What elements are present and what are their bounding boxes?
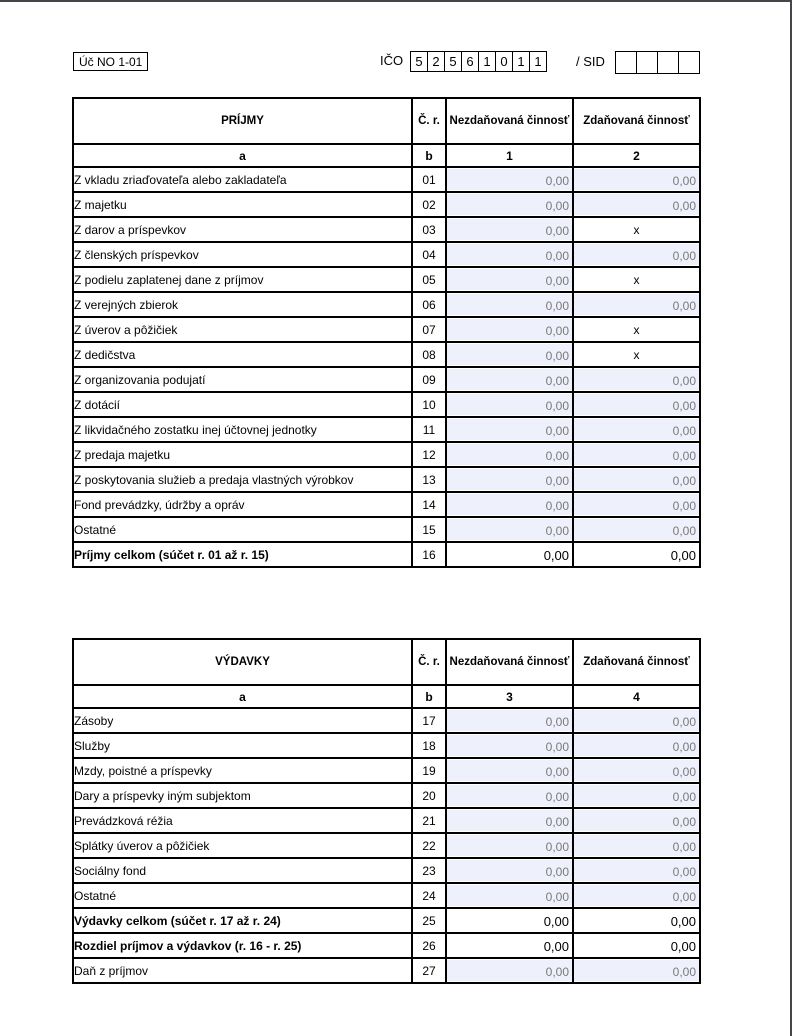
- row-number: 14: [412, 492, 446, 517]
- income-title: PRÍJMY: [73, 98, 412, 144]
- row-label: Rozdiel príjmov a výdavkov (r. 16 - r. 25): [73, 933, 412, 958]
- table-row: [73, 217, 700, 242]
- row-number: 10: [412, 392, 446, 417]
- sid-digit[interactable]: [616, 52, 637, 73]
- row-number: 25: [412, 908, 446, 933]
- not-applicable-mark: x: [573, 267, 700, 292]
- taxed-amount-input[interactable]: 0,00: [574, 444, 699, 465]
- value-cell: [446, 242, 573, 267]
- sid-field[interactable]: [615, 51, 700, 74]
- row-label: Z úverov a pôžičiek: [73, 317, 412, 342]
- taxed-amount-input[interactable]: 0,00: [574, 419, 699, 440]
- untaxed-amount-input[interactable]: 0,00: [447, 885, 572, 906]
- value-cell: [573, 167, 700, 192]
- value-cell: [446, 883, 573, 908]
- taxed-amount-input[interactable]: 0,00: [574, 469, 699, 490]
- taxed-amount-input[interactable]: 0,00: [574, 760, 699, 781]
- table-row: [73, 167, 700, 192]
- taxed-amount-input[interactable]: 0,00: [574, 369, 699, 390]
- table-row: [73, 758, 700, 783]
- untaxed-amount-input[interactable]: 0,00: [447, 244, 572, 265]
- value-cell: [573, 292, 700, 317]
- taxed-amount-input[interactable]: 0,00: [574, 835, 699, 856]
- value-cell: [446, 217, 573, 242]
- untaxed-amount-input[interactable]: 0,00: [447, 960, 572, 981]
- value-cell: [446, 733, 573, 758]
- table-row: [73, 192, 700, 217]
- row-label: Z poskytovania služieb a predaja vlastných výrobkov: [73, 467, 412, 492]
- not-applicable-mark: x: [573, 317, 700, 342]
- row-label: Z dotácií: [73, 392, 412, 417]
- row-number: 08: [412, 342, 446, 367]
- value-cell: [573, 242, 700, 267]
- value-cell: [573, 708, 700, 733]
- sub-a: a: [73, 685, 412, 708]
- row-label: Ostatné: [73, 517, 412, 542]
- row-label: Zásoby: [73, 708, 412, 733]
- value-cell: [573, 417, 700, 442]
- row-label: Výdavky celkom (súčet r. 17 až r. 24): [73, 908, 412, 933]
- row-label: Z podielu zaplatenej dane z príjmov: [73, 267, 412, 292]
- taxed-amount-input[interactable]: 0,00: [574, 244, 699, 265]
- table-row: [73, 367, 700, 392]
- row-number: 03: [412, 217, 446, 242]
- sub-a: a: [73, 144, 412, 167]
- value-cell: [446, 467, 573, 492]
- untaxed-amount-input[interactable]: 0,00: [447, 394, 572, 415]
- table-row: [73, 317, 700, 342]
- ico-digit[interactable]: 5: [445, 52, 462, 71]
- row-label: Služby: [73, 733, 412, 758]
- row-label: Z organizovania podujatí: [73, 367, 412, 392]
- value-cell: [446, 292, 573, 317]
- untaxed-amount-input: 0,00: [543, 548, 569, 563]
- table-row: [73, 442, 700, 467]
- col-row-no: Č. r.: [412, 639, 446, 685]
- row-label: Z dedičstva: [73, 342, 412, 367]
- value-cell: [446, 317, 573, 342]
- table-row: [73, 492, 700, 517]
- taxed-amount-input: 0,00: [670, 548, 696, 563]
- table-row: [73, 708, 700, 733]
- untaxed-amount-input: 0,00: [543, 939, 569, 954]
- row-number: 11: [412, 417, 446, 442]
- row-number: 12: [412, 442, 446, 467]
- value-cell: [573, 517, 700, 542]
- row-number: 09: [412, 367, 446, 392]
- value-cell: [573, 442, 700, 467]
- value-cell: [446, 958, 573, 983]
- value-cell: [446, 517, 573, 542]
- untaxed-amount-input[interactable]: 0,00: [447, 519, 572, 540]
- row-label: Z vkladu zriaďovateľa alebo zakladateľa: [73, 167, 412, 192]
- value-cell: [573, 808, 700, 833]
- taxed-amount-input[interactable]: 0,00: [574, 885, 699, 906]
- table-row: [73, 933, 700, 958]
- row-label: Daň z príjmov: [73, 958, 412, 983]
- taxed-amount-input[interactable]: 0,00: [574, 519, 699, 540]
- row-label: Z predaja majetku: [73, 442, 412, 467]
- row-label: Z členských príspevkov: [73, 242, 412, 267]
- value-cell: [446, 933, 573, 958]
- sub-4: 4: [573, 685, 700, 708]
- taxed-amount-input[interactable]: 0,00: [574, 860, 699, 881]
- row-number: 19: [412, 758, 446, 783]
- ico-digit[interactable]: 2: [428, 52, 445, 71]
- sid-digit[interactable]: [637, 52, 658, 73]
- table-row: [73, 417, 700, 442]
- untaxed-amount-input[interactable]: 0,00: [447, 369, 572, 390]
- untaxed-amount-input[interactable]: 0,00: [447, 269, 572, 290]
- ico-digit[interactable]: 0: [496, 52, 513, 71]
- value-cell: [446, 542, 573, 567]
- value-cell: [573, 733, 700, 758]
- untaxed-amount-input[interactable]: 0,00: [447, 344, 572, 365]
- table-row: [73, 517, 700, 542]
- income-table: [72, 97, 701, 568]
- untaxed-amount-input[interactable]: 0,00: [447, 710, 572, 731]
- row-number: 24: [412, 883, 446, 908]
- taxed-amount-input[interactable]: 0,00: [574, 960, 699, 981]
- row-number: 05: [412, 267, 446, 292]
- untaxed-amount-input[interactable]: 0,00: [447, 810, 572, 831]
- value-cell: [446, 417, 573, 442]
- row-number: 18: [412, 733, 446, 758]
- value-cell: [573, 192, 700, 217]
- taxed-amount-input[interactable]: 0,00: [574, 194, 699, 215]
- value-cell: [573, 467, 700, 492]
- value-cell: [446, 833, 573, 858]
- ico-digit[interactable]: 1: [513, 52, 530, 71]
- taxed-amount-input[interactable]: 0,00: [574, 735, 699, 756]
- row-number: 13: [412, 467, 446, 492]
- taxed-amount-input[interactable]: 0,00: [574, 494, 699, 515]
- row-label: Prevádzková réžia: [73, 808, 412, 833]
- taxed-amount-input[interactable]: 0,00: [574, 810, 699, 831]
- row-number: 20: [412, 783, 446, 808]
- table-row: [73, 883, 700, 908]
- sub-2: 2: [573, 144, 700, 167]
- value-cell: [446, 858, 573, 883]
- value-cell: [573, 392, 700, 417]
- expenses-title: VÝDAVKY: [73, 639, 412, 685]
- col-untaxed: Nezdaňovaná činnosť: [446, 639, 573, 685]
- value-cell: [446, 367, 573, 392]
- table-row: [73, 467, 700, 492]
- value-cell: [446, 442, 573, 467]
- sub-1: 1: [446, 144, 573, 167]
- value-cell: [573, 908, 700, 933]
- row-number: 06: [412, 292, 446, 317]
- value-cell: [446, 758, 573, 783]
- row-number: 07: [412, 317, 446, 342]
- sub-b: b: [412, 144, 446, 167]
- row-number: 15: [412, 517, 446, 542]
- untaxed-amount-input: 0,00: [543, 914, 569, 929]
- sid-digit[interactable]: [679, 52, 699, 73]
- value-cell: [446, 492, 573, 517]
- value-cell: [573, 542, 700, 567]
- taxed-amount-input[interactable]: 0,00: [574, 294, 699, 315]
- taxed-amount-input: 0,00: [670, 914, 696, 929]
- ico-digit[interactable]: 6: [462, 52, 479, 71]
- row-label: Z majetku: [73, 192, 412, 217]
- row-number: 27: [412, 958, 446, 983]
- taxed-amount-input[interactable]: 0,00: [574, 394, 699, 415]
- taxed-amount-input[interactable]: 0,00: [574, 169, 699, 190]
- row-number: 17: [412, 708, 446, 733]
- row-label: Príjmy celkom (súčet r. 01 až r. 15): [73, 542, 412, 567]
- value-cell: [446, 392, 573, 417]
- row-number: 21: [412, 808, 446, 833]
- table-row: [73, 833, 700, 858]
- table-row: [73, 267, 700, 292]
- sub-3: 3: [446, 685, 573, 708]
- table-row: [73, 908, 700, 933]
- row-label: Z darov a príspevkov: [73, 217, 412, 242]
- row-number: 22: [412, 833, 446, 858]
- value-cell: [573, 858, 700, 883]
- value-cell: [446, 267, 573, 292]
- value-cell: [446, 167, 573, 192]
- table-row: [73, 242, 700, 267]
- col-taxed: Zdaňovaná činnosť: [573, 639, 700, 685]
- untaxed-amount-input[interactable]: 0,00: [447, 785, 572, 806]
- sid-digit[interactable]: [658, 52, 679, 73]
- table-row: [73, 858, 700, 883]
- untaxed-amount-input[interactable]: 0,00: [447, 319, 572, 340]
- value-cell: [573, 883, 700, 908]
- untaxed-amount-input[interactable]: 0,00: [447, 169, 572, 190]
- untaxed-amount-input[interactable]: 0,00: [447, 835, 572, 856]
- untaxed-amount-input[interactable]: 0,00: [447, 219, 572, 240]
- col-untaxed: Nezdaňovaná činnosť: [446, 98, 573, 144]
- row-label: Ostatné: [73, 883, 412, 908]
- taxed-amount-input[interactable]: 0,00: [574, 785, 699, 806]
- untaxed-amount-input[interactable]: 0,00: [447, 860, 572, 881]
- row-number: 01: [412, 167, 446, 192]
- untaxed-amount-input[interactable]: 0,00: [447, 419, 572, 440]
- value-cell: [446, 783, 573, 808]
- col-row-no: Č. r.: [412, 98, 446, 144]
- untaxed-amount-input[interactable]: 0,00: [447, 469, 572, 490]
- value-cell: [573, 933, 700, 958]
- value-cell: [446, 808, 573, 833]
- value-cell: [573, 958, 700, 983]
- not-applicable-mark: x: [573, 342, 700, 367]
- form-code: Úč NO 1-01: [73, 52, 148, 71]
- table-row: [73, 392, 700, 417]
- row-number: 04: [412, 242, 446, 267]
- row-label: Sociálny fond: [73, 858, 412, 883]
- untaxed-amount-input[interactable]: 0,00: [447, 735, 572, 756]
- row-label: Splátky úverov a pôžičiek: [73, 833, 412, 858]
- value-cell: [573, 758, 700, 783]
- untaxed-amount-input[interactable]: 0,00: [447, 194, 572, 215]
- col-taxed: Zdaňovaná činnosť: [573, 98, 700, 144]
- ico-digit[interactable]: 1: [534, 54, 542, 69]
- expenses-table: [72, 638, 701, 984]
- value-cell: [573, 492, 700, 517]
- value-cell: [446, 192, 573, 217]
- row-label: Z likvidačného zostatku inej účtovnej jednotky: [73, 417, 412, 442]
- row-label: Z verejných zbierok: [73, 292, 412, 317]
- untaxed-amount-input[interactable]: 0,00: [447, 760, 572, 781]
- value-cell: [446, 342, 573, 367]
- taxed-amount-input[interactable]: 0,00: [574, 710, 699, 731]
- sub-b: b: [412, 685, 446, 708]
- table-row: [73, 733, 700, 758]
- ico-label: IČO: [380, 53, 404, 68]
- table-row: [73, 958, 700, 983]
- table-row: [73, 292, 700, 317]
- row-label: Mzdy, poistné a príspevky: [73, 758, 412, 783]
- ico-digit[interactable]: 5: [411, 52, 428, 71]
- untaxed-amount-input[interactable]: 0,00: [447, 444, 572, 465]
- row-label: Fond prevádzky, údržby a opráv: [73, 492, 412, 517]
- not-applicable-mark: x: [573, 217, 700, 242]
- untaxed-amount-input[interactable]: 0,00: [447, 294, 572, 315]
- row-number: 16: [412, 542, 446, 567]
- value-cell: [446, 908, 573, 933]
- table-row: [73, 342, 700, 367]
- untaxed-amount-input[interactable]: 0,00: [447, 494, 572, 515]
- sid-label: / SID: [576, 54, 605, 69]
- ico-field[interactable]: [410, 51, 547, 72]
- value-cell: [573, 833, 700, 858]
- value-cell: [573, 783, 700, 808]
- value-cell: [446, 708, 573, 733]
- row-label: Dary a príspevky iným subjektom: [73, 783, 412, 808]
- table-row: [73, 808, 700, 833]
- table-row: [73, 542, 700, 567]
- row-number: 23: [412, 858, 446, 883]
- value-cell: [573, 367, 700, 392]
- taxed-amount-input: 0,00: [670, 939, 696, 954]
- ico-digit[interactable]: 1: [479, 52, 496, 71]
- row-number: 26: [412, 933, 446, 958]
- table-row: [73, 783, 700, 808]
- row-number: 02: [412, 192, 446, 217]
